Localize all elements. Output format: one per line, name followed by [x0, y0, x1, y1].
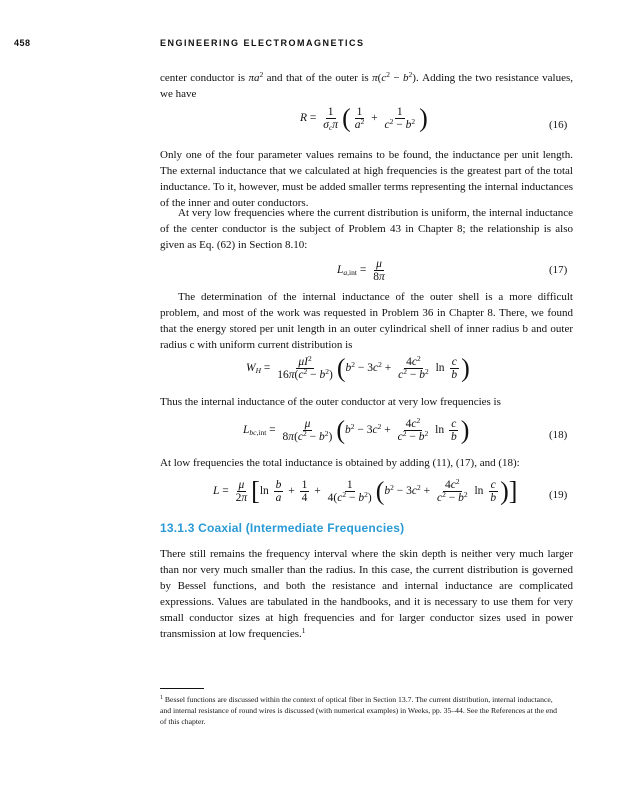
footnote-marker: 1 [301, 625, 306, 635]
equation-number: (16) [549, 119, 568, 131]
equation-number: (17) [549, 264, 568, 276]
footnote-number: 1 [160, 695, 163, 701]
paragraph: At low frequencies the total inductance is obtained by adding (11), (17), and (18): [160, 457, 520, 469]
equation-energy: $W_H$ = $\frac{\mu I^2}{16\pi(c^2 - b^2)}$ ($b^2 - 3c^2$ + $\frac{4c^2}{c^2 - b^2}$ ln $\frac{c}{b}$ ) [246, 353, 470, 383]
paragraph [160, 547, 573, 642]
footnote-rule [160, 688, 204, 689]
page-number: 458 [14, 38, 31, 48]
paragraph: At very low frequencies where the current distribution is uniform, the internal inductance of the center conductor is the subject of Problem 43 in Chapter 8; the relationship is also given as Eq. (62) in Section 8.10: [160, 207, 573, 251]
equation-number: (19) [549, 489, 568, 501]
equation-18: $L_{bc,int}$ = $\frac{\mu}{8\pi(c^2 - b^2)}$ ($b^2 - 3c^2$ + $\frac{4c^2}{c^2 - b^2}$ ln $\frac{c}{b}$ ) [243, 415, 470, 445]
paragraph-text: There still remains the frequency interval where the skin depth is neither very much larger than nor very much smaller than the radius. In this case, the current distribution is governed by Bessel functions, and both the resistance and internal inductance are complicated expressions. Values are tabulated in the handbooks, and it is necessary to use them for very small conductor sizes at high frequencies and for larger conductor sizes used in power transmission at low frequencies. [160, 548, 573, 640]
paragraph-continued: center conductor is $\pi a^2$ and that of the outer is $\pi(c^2 - b^2)$. Adding the two resistance values, we have [160, 70, 573, 100]
paragraph: Only one of the four parameter values remains to be found, the inductance per unit length. The external inductance that we calculated at high frequencies is the greatest part of the total inductance. To it, however, must be added smaller terms representing the internal inductances of the inner and outer conductors. [160, 149, 573, 209]
paragraph: Thus the internal inductance of the outer conductor at very low frequencies is [160, 396, 501, 408]
footnote [160, 694, 565, 727]
running-title: ENGINEERING ELECTROMAGNETICS [160, 38, 365, 48]
paragraph-text: and that of the outer is [263, 72, 373, 84]
equation-16: R = $\frac{1}{\sigma_c\pi}$ ( $\frac{1}{a^2}$ + $\frac{1}{c^2 - b^2}$ ) [300, 103, 428, 133]
equation-number: (18) [549, 429, 568, 441]
paragraph-text: center conductor is [160, 72, 249, 84]
section-heading: 13.1.3 Coaxial (Intermediate Frequencies) [160, 521, 405, 535]
paragraph: The determination of the internal inductance of the outer shell is a more difficult problem, and most of the work was requested in Problem 36 in Chapter 8. There, we found that the energy stored per unit length in an outer cylindrical shell of inner radius b and outer radius c with uniform current distribution is [160, 291, 573, 351]
equation-17: $L_{a,int}$ = $\frac{\mu}{8\pi}$ [337, 258, 385, 283]
equation-19: L = $\frac{\mu}{2\pi}$ [ln $\frac{b}{a}$ + $\frac{1}{4}$ + $\frac{1}{4(c^2 - b^2)}$ ($b^2 - 3c^2$ + $\frac{4c^2}{c^2 - b^2}$ ln $\frac{c}{b}$ )] [213, 476, 518, 506]
paragraph-text: . Adding the two resistance values, we have [160, 72, 573, 100]
footnote-text: Bessel functions are discussed within the context of optical fiber in Section 13.7. The current distribution, internal inductance, and internal resistance of round wires is discussed (with numerical examples) in Weeks, pp. 35–44. See the References at the end of this chapter. [160, 695, 557, 726]
